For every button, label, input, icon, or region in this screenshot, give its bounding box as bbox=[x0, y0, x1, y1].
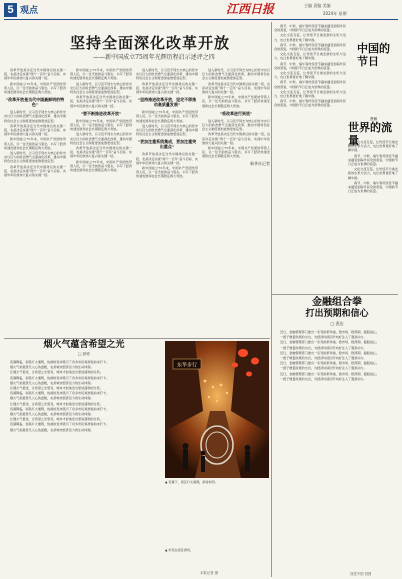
photo-credit: 本报记者 摄 bbox=[200, 571, 219, 575]
lead-paragraph: 新中国成立75年来，中国共产党团结带领人民，以一往无前的奋斗姿态，书写了经济快速发展和社会长期稳定两大奇迹。 bbox=[4, 81, 66, 95]
lead-paragraph: 新中国成立75年来，中国共产党团结带领人民，以一往无前的奋斗姿态，书写了经济快速发展和社会长期稳定两大奇迹。 bbox=[70, 118, 132, 132]
right-bottom-paragraph: 一揽子增量政策的出台，为经济持续回升向好注入了强劲动力。 bbox=[280, 335, 367, 340]
right-top-paragraph: 文化交流互鉴，让传统节日焕发新的生机与活力，也让世界更好地了解中国。 bbox=[274, 52, 346, 61]
right-bottom-title-line2: 打出预期和信心 bbox=[305, 309, 369, 319]
lead-paragraph: 改革开放是决定当代中国命运的关键一招，也是决定实现“两个一百年”奋斗目标、实现中华民族伟大复兴的关键一招。 bbox=[136, 81, 198, 95]
bottom-left-paragraph: 夜幕降临，街巷灯火通明，热闹的夜市吸引了众多市民和游客前来打卡。 bbox=[10, 360, 109, 364]
lead-paragraph: 进入新时代，以习近平同志为核心的党中央以巨大的政治勇气全面深化改革，推动中国特色社会主义制度更加成熟更加定型。 bbox=[4, 151, 66, 164]
right-top-paragraph: 文化交流互鉴，让传统节日焕发新的生机与活力，也让世界更好地了解中国。 bbox=[274, 33, 346, 42]
right-top-paragraph: 春节、中秋、端午等传统佳节越来越受到海外民众的喜爱，中国的节日正成为世界的流量。 bbox=[274, 80, 346, 89]
lead-paragraph: 新中国成立75年来，中国共产党团结带领人民，以一往无前的奋斗姿态，书写了经济快速发展和社会长期稳定两大奇迹。 bbox=[136, 110, 198, 123]
lead-paragraph: 进入新时代，以习近平同志为核心的党中央以巨大的政治勇气全面深化改革，推动中国特色社会主义制度更加成熟更加定型。 bbox=[136, 123, 198, 137]
bottom-left-paragraph: 夜幕降临，街巷灯火通明，热闹的夜市吸引了众多市民和游客前来打卡。 bbox=[10, 375, 109, 380]
lead-paragraph: 改革开放是决定当代中国命运的关键一招，也是决定实现“两个一百年”奋斗目标、实现中华民族伟大复兴的关键一招。 bbox=[4, 123, 66, 137]
lead-paragraph: 改革开放是决定当代中国命运的关键一招，也是决定实现“两个一百年”奋斗目标、实现中华民族伟大复兴的关键一招。 bbox=[202, 81, 270, 95]
bottom-left-paragraph: 夜幕降临，街巷灯火通明，热闹的夜市吸引了众多市民和游客前来打卡。 bbox=[10, 422, 109, 427]
right-top-paragraph: 春节、中秋、端午等传统佳节越来越受到海外民众的喜爱，中国的节日正成为世界的流量。 bbox=[274, 42, 346, 52]
right-bottom-paragraph: 一揽子增量政策的出台，为经济持续回升向好注入了强劲动力。 bbox=[280, 345, 367, 350]
lead-paragraph: 改革开放是决定当代中国命运的关键一招，也是决定实现“两个一百年”奋斗目标、实现中华民族伟大复兴的关键一招。 bbox=[70, 146, 132, 159]
lead-paragraph: 进入新时代，以习近平同志为核心的党中央以巨大的政治勇气全面深化改革，推动中国特色社会主义制度更加成熟更加定型。 bbox=[202, 118, 270, 132]
right-top-paragraph: 春节、中秋、端午等传统佳节越来越受到海外民众的喜爱，中国的节日正成为世界的流量。 bbox=[274, 99, 346, 108]
bottom-left-paragraph: 让烟火气更浓，让希望之光更亮，城市才能焕发出更加蓬勃的生机。 bbox=[10, 401, 103, 406]
photo-caption: ▲ 夜幕下，街区灯火璀璨，游客如织。 bbox=[165, 480, 218, 484]
lead-paragraph: 改革开放是决定当代中国命运的关键一招，也是决定实现“两个一百年”奋斗目标、实现中华民族伟大复兴的关键一招。 bbox=[4, 164, 66, 178]
right-bottom-paragraph: 近日，金融管理部门推出一系列政策举措，稳市场、稳预期、提振信心。 bbox=[280, 340, 379, 345]
lead-subheading: “要不断推进改革开放” bbox=[80, 110, 122, 116]
right-bottom-paragraph: 近日，金融管理部门推出一系列政策举措，稳市场、稳预期、提振信心。 bbox=[280, 361, 379, 366]
lead-column-3 bbox=[136, 68, 198, 338]
shop-sign: 东华步行 bbox=[176, 362, 198, 369]
lead-paragraph: 进入新时代，以习近平同志为核心的党中央以巨大的政治勇气全面深化改革，推动中国特色社会主义制度更加成熟更加定型。 bbox=[202, 68, 270, 81]
lead-headline: 坚持全面深化改革开放 bbox=[69, 34, 230, 52]
right-bottom-paragraph: 一揽子增量政策的出台，为经济持续回升向好注入了强劲动力。 bbox=[280, 356, 367, 361]
right-top-paragraph: 春节、中秋、端午等传统佳节越来越受到海外民众的喜爱，中国的节日正成为世界的流量。 bbox=[348, 153, 398, 167]
right-top-title-line2: 世界的流量 bbox=[348, 121, 392, 147]
right-bottom-paragraph: 一揽子增量政策的出台，为经济持续回升向好注入了强劲动力。 bbox=[280, 366, 367, 371]
header-rule bbox=[4, 19, 398, 20]
lead-subheading: “改革开放是当代中国最鲜明的特色” bbox=[5, 97, 65, 108]
lead-subhead: ——新中国成立75周年光辉历程启示述评之四 bbox=[93, 54, 215, 61]
lead-paragraph: 新中国成立75年来，中国共产党团结带领人民，以一往无前的奋斗姿态，书写了经济快速发展和社会长期稳定两大奇迹。 bbox=[136, 166, 198, 179]
right-bottom-paragraph: 一揽子增量政策的出台，为经济持续回升向好注入了强劲动力。 bbox=[280, 376, 367, 381]
lead-byline: 新华社记者 bbox=[250, 160, 270, 166]
bottom-left-author: □ 彭婷 bbox=[78, 352, 90, 356]
right-bottom-paragraph: 近日，金融管理部门推出一系列政策举措，稳市场、稳预期、提振信心。 bbox=[280, 350, 379, 355]
page-header bbox=[4, 3, 398, 19]
lead-paragraph: 进入新时代，以习近平同志为核心的党中央以巨大的政治勇气全面深化改革，推动中国特色社会主义制度更加成熟更加定型。 bbox=[70, 81, 132, 95]
lead-paragraph: 新中国成立75年来，中国共产党团结带领人民，以一往无前的奋斗姿态，书写了经济快速发展和社会长期稳定两大奇迹。 bbox=[70, 159, 132, 173]
bottom-left-title: 烟火气蕴含希望之光 bbox=[43, 340, 125, 350]
right-bottom-title: 金融组合拳 bbox=[312, 297, 362, 308]
lead-paragraph: 改革开放是决定当代中国命运的关键一招，也是决定实现“两个一百年”奋斗目标、实现中华民族伟大复兴的关键一招。 bbox=[4, 68, 66, 81]
header-date: 2024年 星期 bbox=[323, 11, 347, 16]
lead-paragraph: 进入新时代，以习近平同志为核心的党中央以巨大的政治勇气全面深化改革，推动中国特色社会主义制度更加成熟更加定型。 bbox=[70, 132, 132, 145]
right-bottom-column bbox=[274, 330, 398, 574]
right-top-paragraph: 春节、中秋、端午等传统佳节越来越受到海外民众的喜爱，中国的节日正成为世界的流量。 bbox=[348, 180, 398, 194]
lead-paragraph: 进入新时代，以习近平同志为核心的党中央以巨大的政治勇气全面深化改革，推动中国特色社会主义制度更加成熟更加定型。 bbox=[136, 68, 198, 81]
bottom-left-paragraph: 烟火气是最抚凡人心的温暖，也是城市经济活力的生动体现。 bbox=[10, 380, 94, 385]
right-top-paragraph: 文化交流互鉴，让传统节日焕发新的生机与活力，也让世界更好地了解中国。 bbox=[274, 89, 346, 99]
right-top-paragraph: 春节、中秋、端午等传统佳节越来越受到海外民众的喜爱，中国的节日正成为世界的流量。 bbox=[274, 24, 346, 33]
lead-paragraph: 改革开放是决定当代中国命运的关键一招，也是决定实现“两个一百年”奋斗目标、实现中华民族伟大复兴的关键一招。 bbox=[70, 95, 132, 108]
lead-paragraph: 改革开放是决定当代中国命运的关键一招，也是决定实现“两个一百年”奋斗目标、实现中华民族伟大复兴的关键一招。 bbox=[136, 152, 198, 165]
bottom-left-column bbox=[4, 360, 162, 575]
right-bottom-paragraph: 近日，金融管理部门推出一系列政策举措，稳市场、稳预期、提振信心。 bbox=[280, 371, 379, 376]
lead-column-1 bbox=[4, 68, 66, 338]
section-number: 5 bbox=[4, 3, 17, 17]
right-bottom-author: □ 裴达 bbox=[330, 321, 344, 326]
lead-subheading: “更加注重系统集成，更加注重突出重点” bbox=[137, 139, 197, 150]
section-name: 观点 bbox=[20, 5, 39, 15]
bottom-left-paragraph: 让烟火气更浓，让希望之光更亮，城市才能焕发出更加蓬勃的生机。 bbox=[10, 417, 103, 422]
bottom-left-paragraph: 烟火气是最抚凡人心的温暖，也是城市经济活力的生动体现。 bbox=[10, 396, 94, 401]
photo-caption-2: ▲ 市民在街区游玩。 bbox=[165, 548, 194, 552]
right-top-column bbox=[274, 24, 346, 294]
night-street-photo bbox=[165, 341, 269, 478]
lead-paragraph: 进入新时代，以习近平同志为核心的党中央以巨大的政治勇气全面深化改革，推动中国特色社会主义制度更加成熟更加定型。 bbox=[4, 110, 66, 123]
lead-column-4 bbox=[202, 68, 270, 338]
lead-paragraph: 新中国成立75年来，中国共产党团结带领人民，以一往无前的奋斗姿态，书写了经济快速发展和社会长期稳定两大奇迹。 bbox=[202, 95, 270, 108]
bottom-left-paragraph: 让烟火气更浓，让希望之光更亮，城市才能焕发出更加蓬勃的生机。 bbox=[10, 370, 103, 375]
lead-column-2 bbox=[70, 68, 132, 338]
lead-paragraph: 新中国成立75年来，中国共产党团结带领人民，以一往无前的奋斗姿态，书写了经济快速发展和社会长期稳定两大奇迹。 bbox=[4, 137, 66, 150]
lead-subheading: “坚持推进改革开放，坚定不移推动高质量发展” bbox=[137, 97, 197, 108]
paper-logo: 江西日报 bbox=[226, 2, 275, 16]
header-meta: 主编 责编 美编 bbox=[304, 3, 331, 8]
section-divider bbox=[272, 294, 398, 295]
bottom-left-paragraph: 烟火气是最抚凡人心的温暖，也是城市经济活力的生动体现。 bbox=[10, 365, 94, 370]
lead-paragraph: 新中国成立75年来，中国共产党团结带领人民，以一往无前的奋斗姿态，书写了经济快速发展和社会长期稳定两大奇迹。 bbox=[202, 146, 270, 159]
right-top-paragraph: 文化交流互鉴，让传统节日焕发新的生机与活力，也让世界更好地了解中国。 bbox=[274, 71, 346, 80]
lead-paragraph: 改革开放是决定当代中国命运的关键一招，也是决定实现“两个一百年”奋斗目标、实现中华民族伟大复兴的关键一招。 bbox=[202, 132, 270, 145]
right-bottom-paragraph: 近日，金融管理部门推出一系列政策举措，稳市场、稳预期、提振信心。 bbox=[280, 330, 379, 334]
bottom-left-paragraph: 让烟火气更浓，让希望之光更亮，城市才能焕发出更加蓬勃的生机。 bbox=[10, 386, 103, 391]
bottom-left-paragraph: 烟火气是最抚凡人心的温暖，也是城市经济活力的生动体现。 bbox=[10, 412, 94, 417]
lead-subheading: “将改革进行到底” bbox=[219, 110, 253, 116]
bottom-left-paragraph: 夜幕降临，街巷灯火通明，热闹的夜市吸引了众多市民和游客前来打卡。 bbox=[10, 406, 109, 411]
bottom-left-paragraph: 烟火气是最抚凡人心的温暖，也是城市经济活力的生动体现。 bbox=[10, 427, 94, 432]
right-top-paragraph: 文化交流互鉴，让传统节日焕发新的生机与活力，也让世界更好地了解中国。 bbox=[348, 140, 398, 153]
right-top-paragraph: 春节、中秋、端午等传统佳节越来越受到海外民众的喜爱，中国的节日正成为世界的流量。 bbox=[274, 61, 346, 70]
right-top-title: 中国的节日 bbox=[357, 42, 390, 68]
photo-credit-2: 视觉中国 供图 bbox=[350, 572, 372, 576]
right-top-author: 曹鹏 bbox=[370, 117, 378, 121]
right-top-paragraph: 文化交流互鉴，让传统节日焕发新的生机与活力，也让世界更好地了解中国。 bbox=[348, 167, 398, 180]
bottom-left-paragraph: 夜幕降临，街巷灯火通明，热闹的夜市吸引了众多市民和游客前来打卡。 bbox=[10, 391, 109, 396]
section-divider bbox=[4, 338, 270, 339]
right-top-column-2 bbox=[348, 140, 398, 290]
lead-paragraph: 新中国成立75年来，中国共产党团结带领人民，以一往无前的奋斗姿态，书写了经济快速发展和社会长期稳定两大奇迹。 bbox=[70, 68, 132, 81]
